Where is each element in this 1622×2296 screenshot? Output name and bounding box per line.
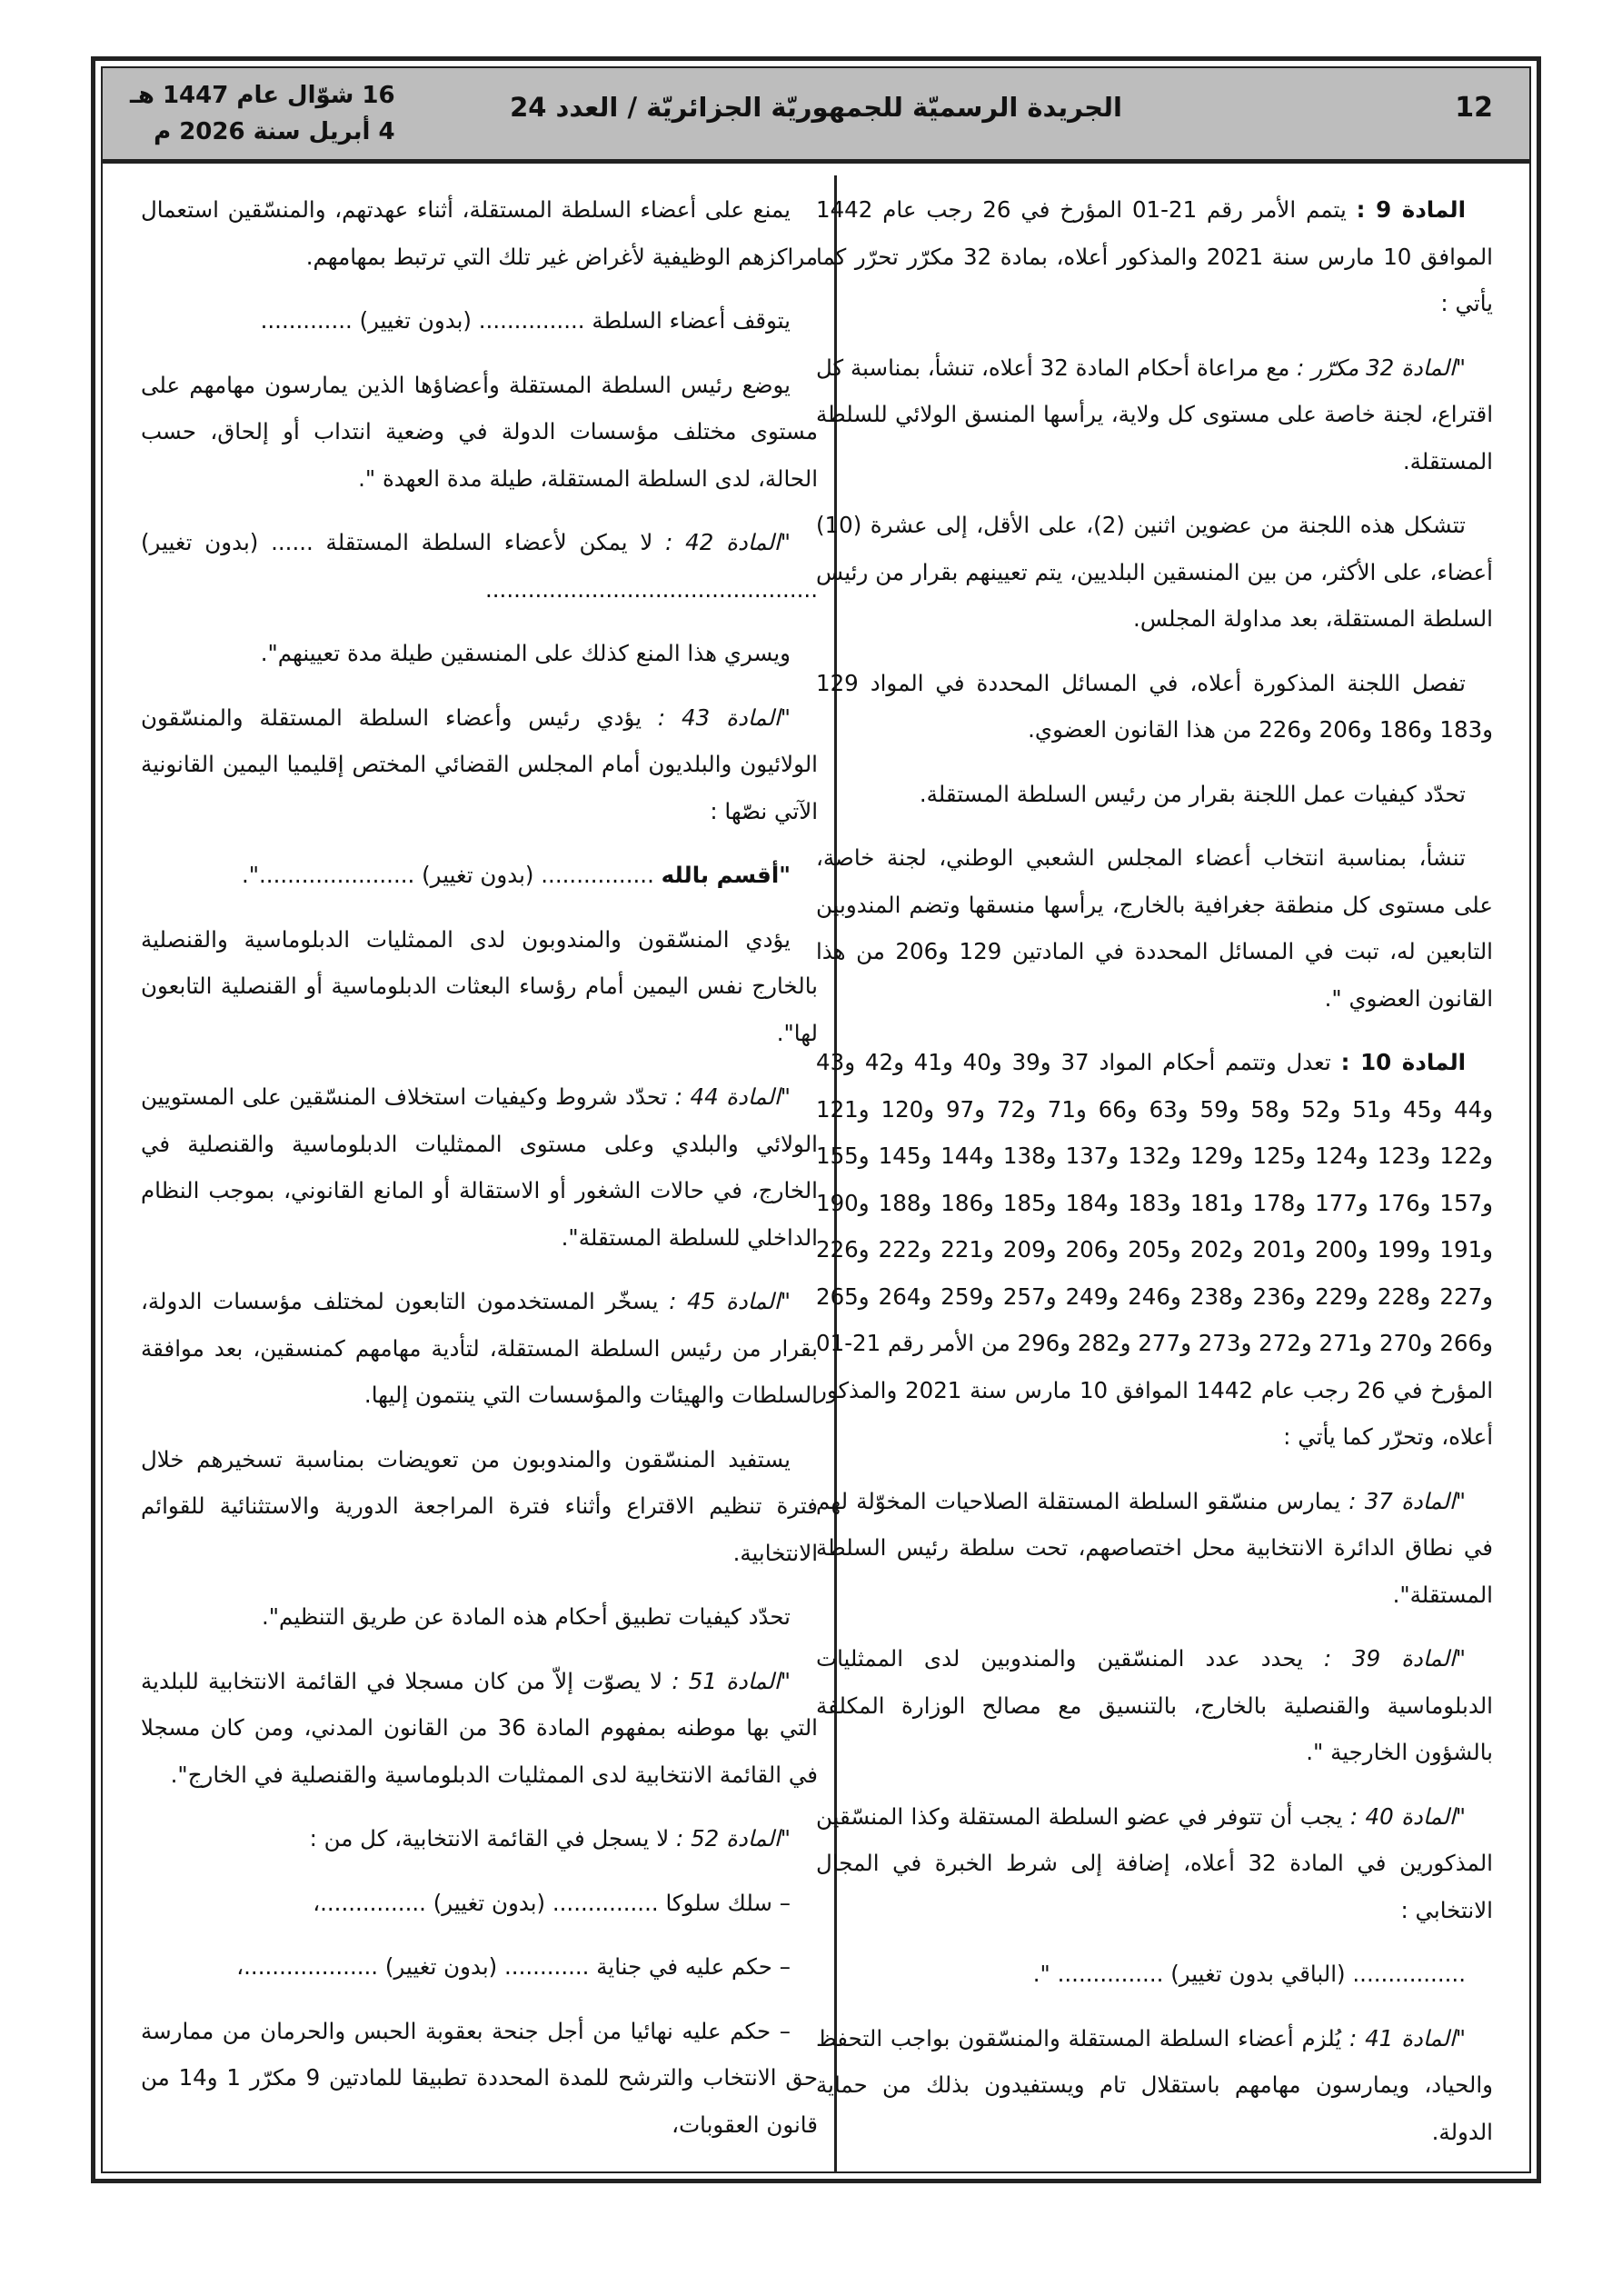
paragraph (141, 1593, 818, 1641)
paragraph-text: يستفيد المنسّقون والمندوبون من تعويضات بمناسبة تسخيرهم خلال فترة تنظيم الاقتراع وأثناء فترة المراجعة الدورية والاستثنائية للقوائم الانتخابية. (141, 1445, 818, 1566)
paragraph-text: تحدّد كيفيات تطبيق أحكام هذه المادة عن طريق التنظيم". (261, 1603, 791, 1630)
paragraph (141, 1436, 818, 1577)
paragraph-text: يتوقف أعضاء السلطة ............... (بدون تغيير) ............. (260, 307, 791, 334)
page-number: 12 (1455, 92, 1493, 124)
paragraph-text: تعدل وتتمم أحكام المواد 37 و39 و40 و41 و42 و43 و44 و45 و51 و52 و58 و59 و63 و66 و71 و72 و97 و120 و121 و122 و123 و124 و125 و129 و132 و137 و138 و144 و145 و155 و157 و176 و177 و178 و181 و183 و184 و185 و186 و188 و190 و191 و199 و200 و201 و202 و205 و206 و209 و221 و222 و226 و227 و228 و229 و236 و238 و246 و249 و257 و259 و264 و265 و266 و270 و271 و272 و273 و277 و282 و296 من الأمر رقم 21-01 المؤرخ في 26 رجب عام 1442 الموافق 10 مارس سنة 2021 والمذكور أعلاه، وتحرّر كما يأتي : (816, 1049, 1494, 1450)
article-label: "المادة 45 : (669, 1288, 791, 1314)
paragraph (816, 660, 1493, 754)
issue-date (130, 77, 395, 150)
paragraph (816, 1793, 1493, 1934)
paragraph-text: – حكم عليه نهائيا من أجل جنحة بعقوبة الحبس والحرمان من ممارسة حق الانتخاب والترشح للمدة المحددة تطبيقا للمادتين 9 مكرّر 1 و14 من قانون العقوبات، (141, 2017, 818, 2138)
paragraph (141, 186, 818, 280)
article-label: "المادة 32 مكرّر : (1297, 354, 1466, 381)
article-label: المادة 9 : (1356, 196, 1466, 223)
paragraph-text: يؤدي رئيس وأعضاء السلطة المستقلة والمنسّقون الولائيون والبلديون أمام المجلس القضائي المختص إقليميا اليمين القانونية الآتي نصّها : (141, 704, 818, 824)
right-column (816, 186, 1493, 2172)
paragraph-text: مع مراعاة أحكام المادة 32 أعلاه، تنشأ، بمناسبة كل اقتراع، لجنة خاصة على مستوى كل ولاية، يرأسها المنسق الولائي للسلطة المستقلة. (816, 354, 1493, 474)
paragraph (141, 1278, 818, 1419)
paragraph-text: يجب أن تتوفر في عضو السلطة المستقلة وكذا المنسّقين المذكورين في المادة 32 أعلاه، إضافة إلى شرط الخبرة في المجال الانتخابي : (816, 1802, 1493, 1923)
article-label: "المادة 40 : (1349, 1802, 1466, 1830)
article-label: "المادة 37 : (1348, 1487, 1466, 1514)
paragraph-text: تتشكل هذه اللجنة من عضوين اثنين (2)، على الأقل، إلى عشرة (10) أعضاء، على الأكثر، من بين المنسقين البلديين، يتم تعيينهم بقرار من رئيس السلطة المستقلة، بعد مداولة المجلس. (816, 512, 1493, 632)
paragraph (141, 694, 818, 835)
paragraph-text: ................ (بدون تغيير) ......................". (241, 862, 662, 888)
paragraph-text: لا يسجل في القائمة الانتخابية، كل من : (309, 1825, 677, 1852)
left-column (141, 186, 818, 2165)
article-label: "المادة 42 : (665, 529, 791, 555)
page-header (103, 68, 1529, 164)
paragraph (141, 1073, 818, 1261)
paragraph-text: تحدّد كيفيات عمل اللجنة بقرار من رئيس السلطة المستقلة. (919, 780, 1466, 807)
paragraph-text: ................ (الباقي بدون تغيير) ............... ". (1032, 1961, 1466, 1987)
paragraph-text: يحدد عدد المنسّقين والمندوبين لدى الممثليات الدبلوماسية والقنصلية بالخارج، بالتنسيق مع مصالح الوزارة المكلفة بالشؤون الخارجية ". (816, 1645, 1493, 1765)
article-label: "المادة 39 : (1323, 1645, 1466, 1672)
paragraph (816, 834, 1493, 1022)
paragraph-text: تفصل اللجنة المذكورة أعلاه، في المسائل المحددة في المواد 129 و183 و186 و206 و226 من هذا القانون العضوي. (816, 669, 1493, 743)
paragraph (141, 519, 818, 613)
paragraph-text: يتمم الأمر رقم 21-01 المؤرخ في 26 رجب عام 1442 الموافق 10 مارس سنة 2021 والمذكور أعلاه، بمادة 32 مكرّر تحرّر كما يأتي : (816, 196, 1493, 316)
paragraph (141, 297, 818, 344)
page-frame (91, 56, 1541, 2183)
paragraph-text: – حكم عليه في جناية ............ (بدون تغيير) ...................، (236, 1953, 791, 1980)
paragraph (141, 1880, 818, 1927)
article-label: "أقسم بالله (661, 862, 791, 888)
paragraph-text: تحدّد شروط وكيفيات استخلاف المنسّقين على المستويين الولائي والبلدي وعلى مستوى الممثليات الدبلوماسية والقنصلية في الخارج، في حالات الشغور أو الاستقالة أو المانع القانوني، بموجب النظام الداخلي للسلطة المستقلة". (141, 1083, 818, 1251)
paragraph (141, 630, 818, 677)
article-label: المادة 10 : (1340, 1049, 1467, 1075)
paragraph (816, 2015, 1493, 2156)
hijri-date: 16 شوّال عام 1447 هـ (130, 82, 395, 109)
paragraph-text: يؤدي المنسّقون والمندوبون لدى الممثليات الدبلوماسية والقنصلية بالخارج نفس اليمين أمام رؤساء البعثات الدبلوماسية أو القنصلية التابعون لها". (141, 925, 818, 1046)
paragraph-text: يمارس منسّقو السلطة المستقلة الصلاحيات المخوّلة لهم في نطاق الدائرة الانتخابية محل اختصاصهم، تحت سلطة رئيس السلطة المستقلة". (816, 1487, 1493, 1608)
paragraph (816, 502, 1493, 643)
article-label: "المادة 44 : (674, 1083, 791, 1110)
paragraph (141, 852, 818, 899)
paragraph (141, 916, 818, 1057)
article-label: "المادة 43 : (657, 704, 791, 731)
article-label: "المادة 51 : (672, 1667, 791, 1694)
gregorian-date: 4 أبريل سنة 2026 م (154, 118, 395, 145)
paragraph-text: يوضع رئيس السلطة المستقلة وأعضاؤها الذين يمارسون مهامهم على مستوى مختلف مؤسسات الدولة في وضعية انتداب أو إلحاق، حسب الحالة، لدى السلطة المستقلة، طيلة مدة العهدة ". (141, 371, 818, 492)
article-label: "المادة 41 : (1348, 2024, 1466, 2051)
paragraph-text: يسخّر المستخدمون التابعون لمختلف مؤسسات الدولة، بقرار من رئيس السلطة المستقلة، لتأدية مهامهم كمنسقين، بعد موافقة السلطات والهيئات والمؤسسات التي ينتمون إليها. (141, 1288, 818, 1408)
gazette-title: الجريدة الرسميّة للجمهوريّة الجزائريّة / العدد 24 (510, 92, 1122, 123)
paragraph (141, 1943, 818, 1991)
paragraph-text: لا يمكن لأعضاء السلطة المستقلة ...... (بدون تغيير) ............................................... (141, 529, 818, 603)
paragraph (141, 1815, 818, 1862)
paragraph-text: لا يصوّت إلاّ من كان مسجلا في القائمة الانتخابية للبلدية التي بها موطنه بمفهوم المادة 36 من القانون المدني، ومن كان مسجلا في القائمة الانتخابية لدى الممثليات الدبلوماسية والقنصلية في الخارج". (141, 1667, 818, 1788)
paragraph (141, 2008, 818, 2149)
paragraph (816, 1951, 1493, 1998)
paragraph (816, 1039, 1493, 1461)
page-inner-border (101, 66, 1531, 2173)
paragraph (816, 344, 1493, 485)
paragraph (816, 1478, 1493, 1619)
paragraph (816, 771, 1493, 818)
paragraph (141, 1658, 818, 1799)
paragraph-text: يمنع على أعضاء السلطة المستقلة، أثناء عهدتهم، والمنسّقين استعمال مراكزهم الوظيفية لأغراض غير تلك التي ترتبط بمهامهم. (141, 196, 818, 270)
article-label: "المادة 52 : (676, 1825, 791, 1852)
paragraph-text: يُلزم أعضاء السلطة المستقلة والمنسّقون بواجب التحفظ والحياد، ويمارسون مهامهم باستقلال تام ويستفيدون بذلك من حماية الدولة. (816, 2024, 1493, 2145)
paragraph-text: تنشأ، بمناسبة انتخاب أعضاء المجلس الشعبي الوطني، لجنة خاصة، على مستوى كل منطقة جغرافية بالخارج، يرأسها منسقها وتضم المندوبين التابعين له، تبت في المسائل المحددة في المادتين 129 و206 من هذا القانون العضوي ". (816, 844, 1493, 1012)
paragraph (816, 186, 1493, 327)
paragraph-text: – سلك سلوكا ............... (بدون تغيير) ...............، (313, 1889, 791, 1916)
paragraph (816, 1635, 1493, 1776)
paragraph-text: ويسري هذا المنع كذلك على المنسقين طيلة مدة تعيينهم". (260, 640, 791, 666)
paragraph (141, 362, 818, 503)
